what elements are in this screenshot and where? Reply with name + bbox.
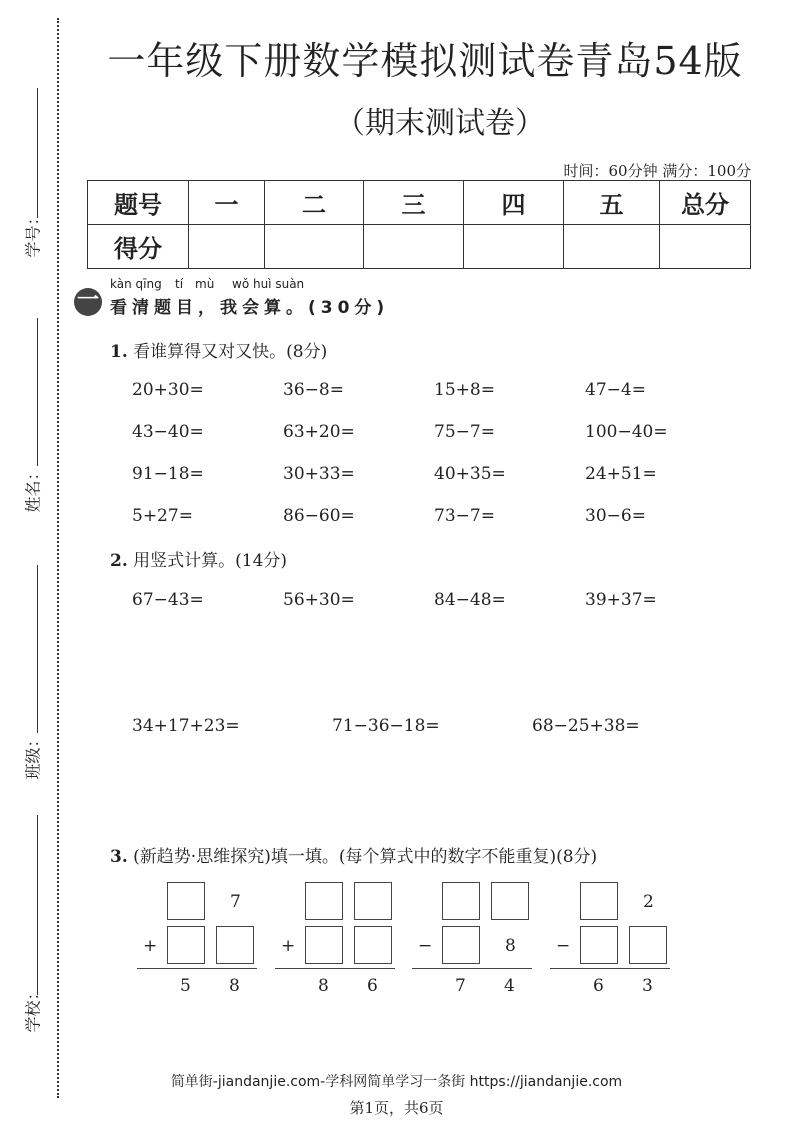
sum-line — [412, 968, 532, 969]
operator-sign: − — [556, 936, 571, 956]
digit-box[interactable] — [354, 882, 392, 920]
section-number-badge: 一 — [74, 288, 102, 316]
digit-box[interactable] — [629, 926, 667, 964]
header-cell: 二 — [265, 181, 364, 225]
oral-expr: 43−40= — [132, 422, 204, 442]
digit-box[interactable] — [216, 926, 254, 964]
oral-expr: 47−4= — [585, 380, 646, 400]
header-cell: 总分 — [660, 181, 751, 225]
result-digit: 7 — [455, 976, 466, 996]
score-cell[interactable] — [564, 225, 660, 269]
oral-expr: 63+20= — [283, 422, 355, 442]
page-subtitle: （期末测试卷） — [335, 106, 545, 141]
question-3-title — [110, 842, 597, 867]
question-number: 1. — [110, 342, 128, 362]
oral-expr: 5+27= — [132, 506, 193, 526]
pinyin-annotation: wǒ huì suàn — [232, 277, 305, 291]
operator-sign: − — [418, 936, 433, 956]
score-row — [88, 225, 751, 269]
vertical-calc-expr: 68−25+38= — [532, 716, 640, 736]
sum-line — [550, 968, 670, 969]
question-number: 3. — [110, 847, 128, 867]
score-cell[interactable] — [464, 225, 564, 269]
oral-expr: 30+33= — [283, 464, 355, 484]
result-digit: 8 — [318, 976, 329, 996]
exam-meta: 时间：60分钟 满分：100分 — [563, 162, 751, 180]
oral-expr: 24+51= — [585, 464, 657, 484]
header-cell: 五 — [564, 181, 660, 225]
question-1-title — [110, 337, 327, 362]
digit-box[interactable] — [167, 882, 205, 920]
header-cell: 三 — [364, 181, 464, 225]
digit-box[interactable] — [305, 926, 343, 964]
score-table — [87, 180, 751, 269]
oral-expr: 20+30= — [132, 380, 204, 400]
oral-expr: 86−60= — [283, 506, 355, 526]
oral-expr: 75−7= — [434, 422, 495, 442]
result-digit: 4 — [504, 976, 515, 996]
score-cell[interactable] — [364, 225, 464, 269]
given-digit: 2 — [643, 892, 654, 912]
vertical-calc-expr: 39+37= — [585, 590, 657, 610]
score-cell[interactable] — [265, 225, 364, 269]
oral-expr: 100−40= — [585, 422, 668, 442]
result-digit: 6 — [367, 976, 378, 996]
operator-sign: + — [143, 936, 158, 956]
score-cell[interactable] — [660, 225, 751, 269]
oral-expr: 30−6= — [585, 506, 646, 526]
oral-expr: 73−7= — [434, 506, 495, 526]
vertical-calc-expr: 34+17+23= — [132, 716, 240, 736]
digit-box[interactable] — [580, 926, 618, 964]
digit-box[interactable] — [442, 882, 480, 920]
digit-box[interactable] — [442, 926, 480, 964]
pinyin-annotation: mù — [195, 277, 215, 291]
page-number: 第1页，共6页 — [349, 1099, 444, 1117]
sum-line — [137, 968, 257, 969]
given-digit: 8 — [505, 936, 516, 956]
sum-line — [275, 968, 395, 969]
digit-box[interactable] — [580, 882, 618, 920]
name-line — [37, 318, 38, 466]
question-text: 用竖式计算。(14分) — [133, 551, 288, 571]
question-text: 看谁算得又对又快。(8分) — [133, 342, 328, 362]
given-digit: 7 — [230, 892, 241, 912]
pinyin-annotation: kàn qīng — [110, 277, 162, 291]
digit-box[interactable] — [354, 926, 392, 964]
header-cell: 四 — [464, 181, 564, 225]
student-no-label: 学号： — [23, 209, 43, 258]
oral-expr: 36−8= — [283, 380, 344, 400]
class-line — [37, 565, 38, 733]
class-label: 班级： — [23, 731, 43, 780]
student-no-line — [37, 88, 38, 218]
oral-expr: 15+8= — [434, 380, 495, 400]
oral-expr: 91−18= — [132, 464, 204, 484]
result-digit: 8 — [229, 976, 240, 996]
vertical-calc-expr: 67−43= — [132, 590, 204, 610]
oral-expr: 40+35= — [434, 464, 506, 484]
digit-box[interactable] — [305, 882, 343, 920]
vertical-calc-expr: 71−36−18= — [332, 716, 440, 736]
result-digit: 6 — [593, 976, 604, 996]
score-header-row — [88, 181, 751, 225]
digit-box[interactable] — [167, 926, 205, 964]
digit-box[interactable] — [491, 882, 529, 920]
school-line — [37, 815, 38, 995]
score-cell[interactable] — [189, 225, 265, 269]
footer-source: 简单街-jiandanjie.com-学科网简单学习一条街 https://jiandanjie.com — [170, 1074, 623, 1090]
vertical-calc-expr: 56+30= — [283, 590, 355, 610]
question-2-title — [110, 546, 287, 571]
header-cell: 一 — [189, 181, 265, 225]
header-cell: 题号 — [88, 181, 189, 225]
vertical-calc-expr: 84−48= — [434, 590, 506, 610]
binding-dotted-line — [57, 18, 59, 1098]
pinyin-annotation: tí — [175, 277, 184, 291]
page-title: 一年级下册数学模拟测试卷青岛54版 — [107, 39, 743, 83]
result-digit: 3 — [642, 976, 653, 996]
section-title: 看清题目，我会算。(30分) — [110, 298, 390, 318]
question-text: (新趋势·思维探究)填一填。(每个算式中的数字不能重复)(8分) — [133, 847, 598, 867]
result-digit: 5 — [180, 976, 191, 996]
question-number: 2. — [110, 551, 128, 571]
score-row-label: 得分 — [88, 225, 189, 269]
school-label: 学校： — [23, 984, 43, 1033]
name-label: 姓名： — [23, 464, 43, 513]
operator-sign: + — [281, 936, 296, 956]
